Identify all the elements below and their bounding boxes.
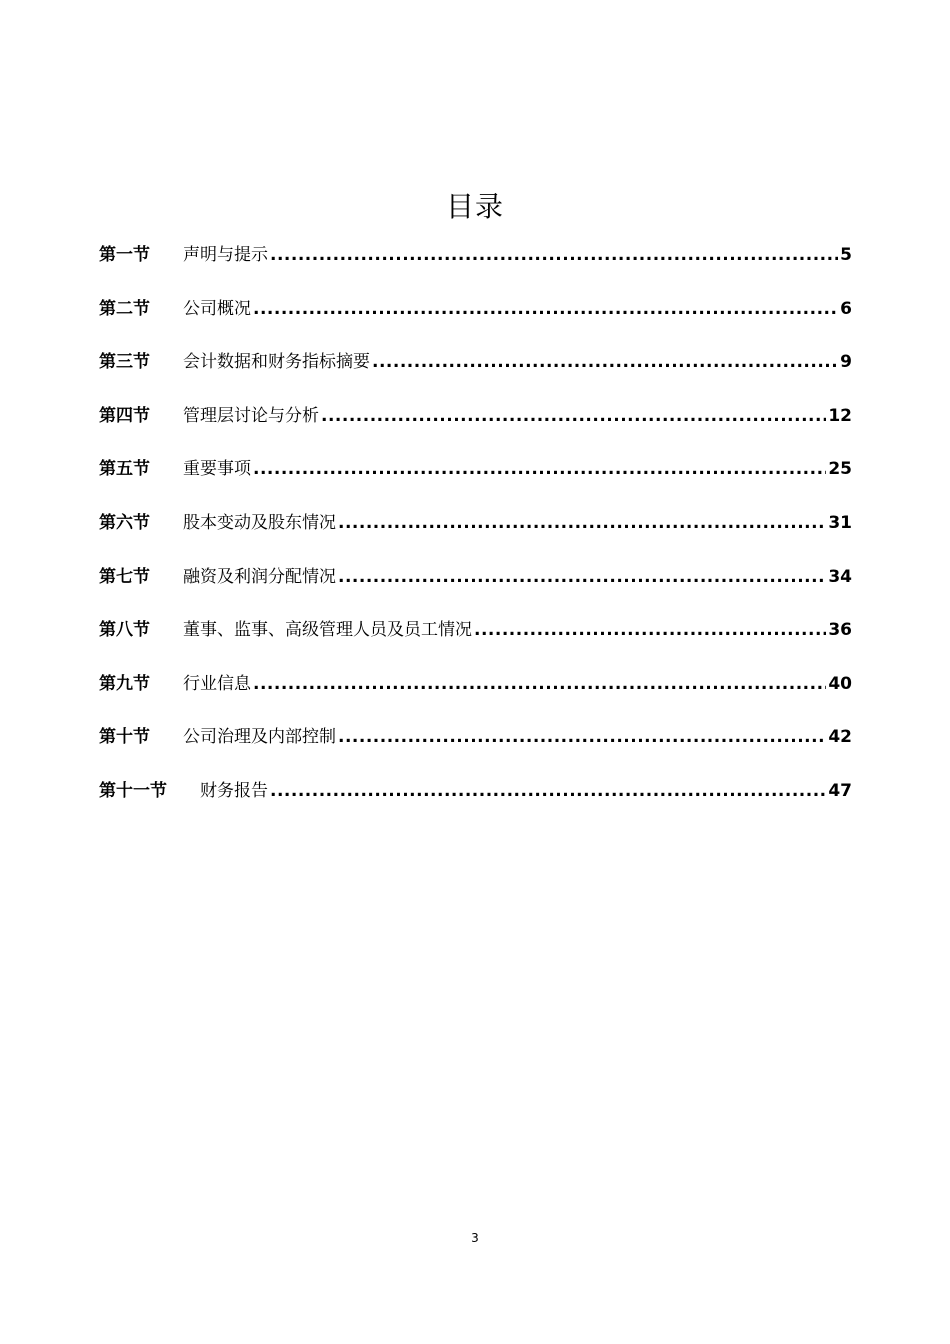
toc-section-label: 第三节 bbox=[99, 352, 150, 373]
toc-dot-leader bbox=[474, 620, 826, 640]
page-number: 3 bbox=[471, 1231, 479, 1245]
toc-page-number: 42 bbox=[828, 727, 852, 748]
page-title: 目录 bbox=[445, 189, 504, 223]
toc-title: 重要事项 bbox=[183, 459, 251, 480]
toc-section-label: 第十节 bbox=[99, 727, 150, 748]
toc-page-number: 40 bbox=[828, 673, 852, 694]
toc-page-number: 34 bbox=[828, 566, 852, 587]
table-of-contents bbox=[99, 240, 852, 830]
toc-entry-7[interactable] bbox=[99, 562, 852, 616]
toc-page-number: 36 bbox=[828, 620, 852, 641]
toc-entry-6[interactable] bbox=[99, 508, 852, 562]
toc-page-number: 47 bbox=[828, 780, 852, 801]
toc-title: 公司治理及内部控制 bbox=[183, 727, 336, 748]
toc-dot-leader bbox=[270, 781, 826, 801]
toc-section-label: 第二节 bbox=[99, 298, 150, 319]
toc-entry-8[interactable] bbox=[99, 615, 852, 669]
toc-section-label: 第七节 bbox=[99, 566, 150, 587]
toc-section-label: 第九节 bbox=[99, 673, 150, 694]
toc-entry-11[interactable] bbox=[99, 776, 852, 830]
toc-page-number: 31 bbox=[828, 512, 852, 533]
toc-section-label: 第八节 bbox=[99, 620, 150, 641]
toc-entry-9[interactable] bbox=[99, 669, 852, 723]
toc-entry-5[interactable] bbox=[99, 454, 852, 508]
toc-title: 行业信息 bbox=[183, 673, 251, 694]
toc-entry-2[interactable] bbox=[99, 294, 852, 348]
toc-section-label: 第四节 bbox=[99, 405, 150, 426]
toc-dot-leader bbox=[253, 459, 826, 479]
toc-page-number: 9 bbox=[840, 352, 852, 373]
toc-dot-leader bbox=[338, 727, 826, 747]
toc-page-number: 25 bbox=[828, 459, 852, 480]
toc-title: 股本变动及股东情况 bbox=[183, 512, 336, 533]
toc-title: 公司概况 bbox=[183, 298, 251, 319]
toc-page-number: 12 bbox=[828, 405, 852, 426]
toc-title: 财务报告 bbox=[200, 780, 268, 801]
toc-entry-1[interactable] bbox=[99, 240, 852, 294]
toc-dot-leader bbox=[321, 406, 826, 426]
toc-dot-leader bbox=[270, 245, 838, 265]
toc-title: 董事、监事、高级管理人员及员工情况 bbox=[183, 620, 472, 641]
toc-page-number: 5 bbox=[840, 245, 852, 265]
toc-page-number: 6 bbox=[840, 298, 852, 319]
toc-dot-leader bbox=[338, 513, 826, 533]
toc-dot-leader bbox=[253, 674, 826, 694]
toc-entry-10[interactable] bbox=[99, 722, 852, 776]
toc-dot-leader bbox=[372, 352, 838, 372]
toc-dot-leader bbox=[253, 299, 838, 319]
toc-section-label: 第五节 bbox=[99, 459, 150, 480]
toc-section-label: 第十一节 bbox=[99, 780, 167, 801]
toc-entry-3[interactable] bbox=[99, 347, 852, 401]
toc-section-label: 第六节 bbox=[99, 512, 150, 533]
toc-title: 管理层讨论与分析 bbox=[183, 405, 319, 426]
toc-section-label: 第一节 bbox=[99, 245, 150, 265]
toc-dot-leader bbox=[338, 567, 826, 587]
toc-entry-4[interactable] bbox=[99, 401, 852, 455]
toc-title: 会计数据和财务指标摘要 bbox=[183, 352, 370, 373]
toc-title: 融资及利润分配情况 bbox=[183, 566, 336, 587]
toc-title: 声明与提示 bbox=[183, 245, 268, 265]
